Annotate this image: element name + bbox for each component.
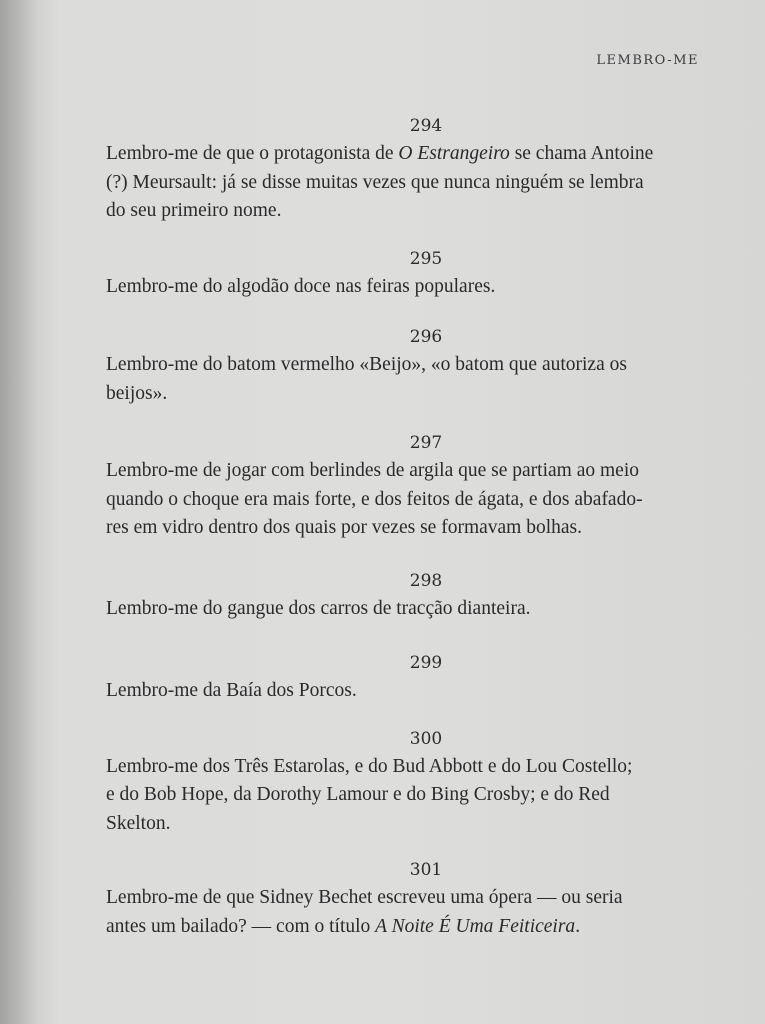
entry-296 bbox=[106, 325, 746, 408]
entry-299 bbox=[106, 651, 746, 706]
text-run: Lembro-me dos Três Estarolas, e do Bud Abbott e do Lou Costello; e do Bob Hope, da Dorothy Lamour e do Bing Crosby; e do Red Skelton. bbox=[106, 755, 633, 834]
entry-text bbox=[106, 140, 746, 226]
entry-295 bbox=[106, 247, 746, 302]
text-run: Lembro-me de que Sidney Bechet escreveu uma ópera — ou seria antes um bailado? — com o título bbox=[106, 887, 623, 937]
text-run: . bbox=[575, 915, 581, 937]
entry-297 bbox=[106, 431, 746, 543]
entry-number: 294 bbox=[409, 116, 443, 136]
text-run: Lembro-me do gangue dos carros de tracção dianteira. bbox=[106, 597, 531, 619]
entry-301 bbox=[106, 858, 746, 941]
entry-text bbox=[106, 595, 746, 624]
entry-text bbox=[106, 457, 746, 543]
work-title: A Noite É Uma Feiticeira bbox=[375, 915, 576, 937]
entry-text bbox=[106, 753, 746, 839]
entry-300 bbox=[106, 727, 746, 839]
entry-number: 298 bbox=[409, 570, 443, 591]
entry-text bbox=[106, 677, 746, 706]
text-run: Lembro-me do algodão doce nas feiras populares. bbox=[106, 275, 496, 297]
text-run: Lembro-me da Baía dos Porcos. bbox=[106, 680, 357, 701]
book-title: O Estrangeiro bbox=[398, 143, 510, 164]
text-run: se chama Antoine (?) Meursault: já se disse muitas vezes que nunca ninguém se lembra do seu primeiro nome. bbox=[106, 143, 654, 221]
entry-number: 299 bbox=[409, 653, 443, 673]
entry-number: 301 bbox=[409, 860, 443, 880]
entry-number: 300 bbox=[409, 728, 443, 749]
entry-298 bbox=[106, 569, 746, 624]
text-run: Lembro-me do batom vermelho «Beijo», «o batom que autoriza os beijos». bbox=[106, 354, 627, 404]
text-run: Lembro-me de jogar com berlindes de argila que se partiam ao meio quando o choque era mais forte, e dos feitos de ágata, e dos abafado- res em vidro dentro dos quais por vezes se formavam bolhas. bbox=[106, 460, 643, 538]
entry-294 bbox=[106, 114, 746, 226]
entry-text bbox=[106, 273, 746, 302]
running-head: LEMBRO-ME bbox=[596, 53, 699, 68]
page-gutter-shadow bbox=[0, 0, 40, 1024]
entry-number: 297 bbox=[409, 433, 443, 453]
entry-number: 295 bbox=[409, 248, 443, 269]
entry-number: 296 bbox=[409, 327, 443, 347]
text-run: Lembro-me de que o protagonista de bbox=[106, 143, 399, 164]
entry-text bbox=[106, 351, 746, 408]
entry-text bbox=[106, 884, 746, 941]
entries-list bbox=[106, 114, 746, 941]
